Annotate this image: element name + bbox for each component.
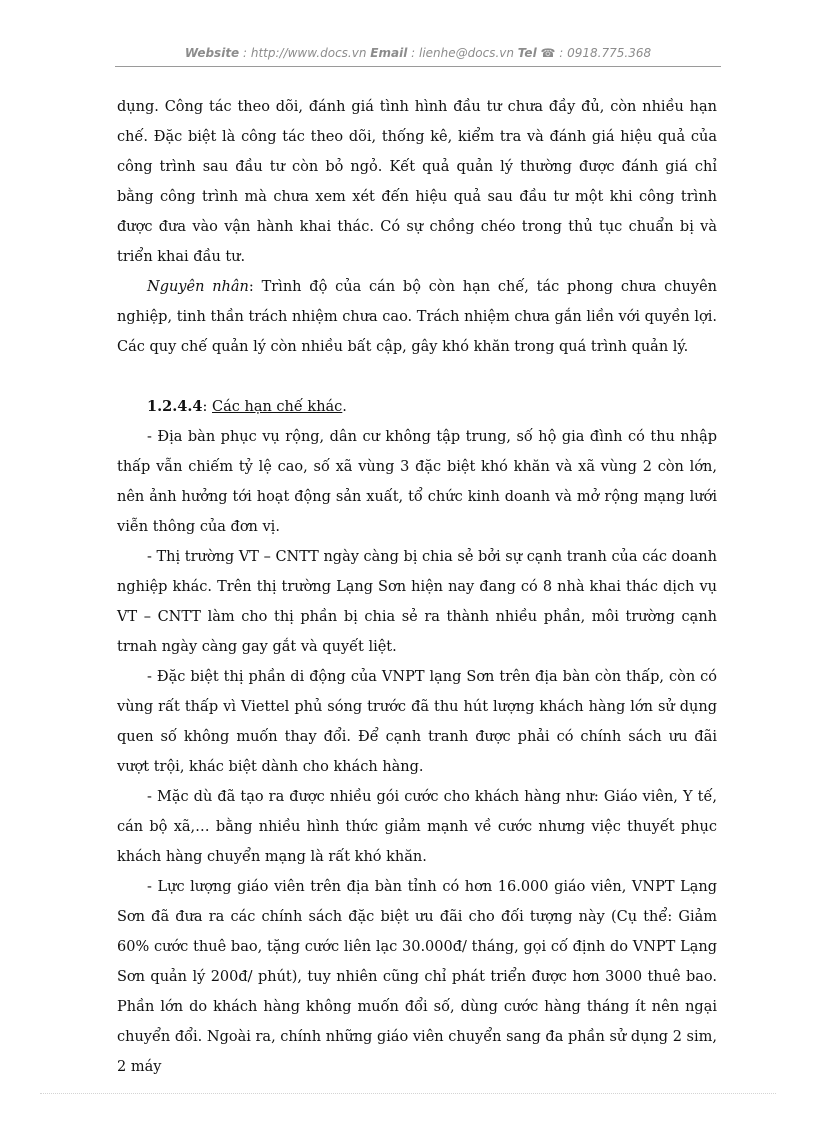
tel-number: 0918.775.368	[567, 46, 652, 60]
bullet-paragraph: - Lực lượng giáo viên trên địa bàn tỉnh có hơn 16.000 giáo viên, VNPT Lạng Sơn đã đưa ra các chính sách đặc biệt ưu đãi cho đối tượng này (Cụ thể: Giảm 60% cước thuê bao, tặng cước liên lạc 30.000đ/ tháng, gọi cố định do VNPT Lạng Sơn quản lý 200đ/ phút), tuy nhiên cũng chỉ phát triển được hơn 3000 thuê bao. Phần lớn do khách hàng không muốn đổi số, dùng cước hàng tháng ít nên ngại chuyển đổi. Ngoài ra, chính những giáo viên chuyển sang đa phần sử dụng 2 sim, 2 máy	[117, 879, 717, 1075]
bullet-paragraph: - Thị trường VT – CNTT ngày càng bị chia sẻ bởi sự cạnh tranh của các doanh nghiệp khác. Trên thị trường Lạng Sơn hiện nay đang có 8 nhà khai thác dịch vụ VT – CNTT làm cho thị phần bị chia sẻ ra thành nhiều phần, môi trường cạnh trnah ngày càng gay gắt và quyết liệt.	[117, 549, 717, 655]
paragraph-cause	[117, 272, 717, 362]
footer-divider	[40, 1093, 776, 1094]
cause-label: Nguyên nhân	[147, 279, 249, 295]
section-heading	[117, 392, 717, 422]
bullet-paragraph: - Địa bàn phục vụ rộng, dân cư không tập trung, số hộ gia đình có thu nhập thấp vẫn chiếm tỷ lệ cao, số xã vùng 3 đặc biệt khó khăn và xã vùng 2 còn lớn, nên ảnh hưởng tới hoạt động sản xuất, tổ chức kinh doanh và mở rộng mạng lưới viễn thông của đơn vị.	[117, 429, 717, 535]
section-title: Các hạn chế khác	[212, 399, 343, 415]
section-number: 1.2.4.4	[147, 398, 203, 415]
tel-label: Tel	[517, 46, 537, 60]
phone-icon: ☎	[540, 46, 556, 60]
email-address[interactable]: lienhe@docs.vn	[418, 46, 514, 60]
bullet-paragraph: - Mặc dù đã tạo ra được nhiều gói cước cho khách hàng như: Giáo viên, Y tế, cán bộ xã,… bằng nhiều hình thức giảm mạnh về cước nhưng việc thuyết phục khách hàng chuyển mạng là rất khó khăn.	[117, 789, 717, 865]
cause-text: : Trình độ của cán bộ còn hạn chế, tác phong chưa chuyên nghiệp, tinh thần trách nhiệm chưa cao. Trách nhiệm chưa gắn liền với quyền lợi. Các quy chế quản lý còn nhiều bất cập, gây khó khăn trong quá trình quản lý.	[117, 279, 717, 355]
email-label: Email	[370, 46, 408, 60]
website-url[interactable]: http://www.docs.vn	[250, 46, 367, 60]
website-label: Website	[184, 46, 240, 60]
section-end: .	[342, 399, 347, 415]
bullet-paragraph: - Đặc biệt thị phần di động của VNPT lạng Sơn trên địa bàn còn thấp, còn có vùng rất thấp vì Viettel phủ sóng trước đã thu hút lượng khách hàng lớn sử dụng quen số không muốn thay đổi. Để cạnh tranh được phải có chính sách ưu đãi vượt trội, khác biệt dành cho khách hàng.	[117, 669, 717, 775]
document-body	[117, 92, 717, 1082]
header-divider	[115, 66, 721, 67]
page-header: Website : http://www.docs.vn Email : lienhe@docs.vn Tel ☎ : 0918.775.368	[184, 46, 652, 60]
section-separator: :	[202, 399, 213, 415]
paragraph-investment-monitoring: dụng. Công tác theo dõi, đánh giá tình hình đầu tư chưa đầy đủ, còn nhiều hạn chế. Đặc biệt là công tác theo dõi, thống kê, kiểm tra và đánh giá hiệu quả của công trình sau đầu tư còn bỏ ngỏ. Kết quả quản lý thường được đánh giá chỉ bằng công trình mà chưa xem xét đến hiệu quả sau đầu tư một khi công trình được đưa vào vận hành khai thác. Có sự chồng chéo trong thủ tục chuẩn bị và triển khai đầu tư.	[117, 99, 717, 265]
spacer	[117, 362, 717, 392]
